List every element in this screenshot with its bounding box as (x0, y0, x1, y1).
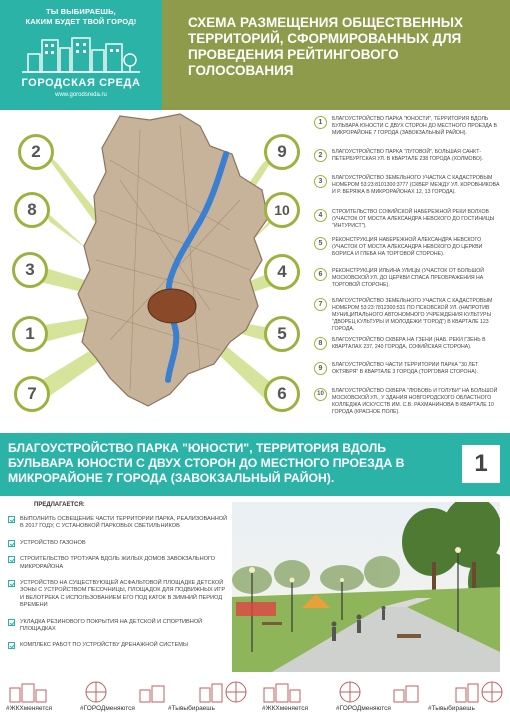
map-badge-8[interactable]: 8 (14, 192, 50, 228)
hashtag: #ГОРОДменяются (336, 705, 391, 712)
legend-number: 5 (314, 237, 327, 250)
map-badge-10[interactable]: 10 (264, 192, 300, 228)
park-visualization (232, 502, 500, 672)
legend-text: БЛАГОУСТРОЙСТВО ЧАСТИ ТЕРРИТОРИИ ПАРКА "30 ЛЕТ ОКТЯБРЯ" В КВАРТАЛЕ 3 ГОРОДА (ТОРГОВАЯ СТОРОНА). (332, 362, 479, 375)
slogan-line-2: КАКИМ БУДЕТ ТВОЙ ГОРОД! (25, 17, 137, 26)
proposal-text: УКЛАДКА РЕЗИНОВОГО ПОКРЫТИЯ НА ДЕТСКОЙ И СПОРТИВНОЙ ПЛОЩАДКАХ (20, 618, 203, 633)
legend-item (314, 362, 504, 388)
legend-text: БЛАГОУСТРОЙСТВО СКВЕРА "ЛЮБОВЬ И ГОЛУБИ" НА БОЛЬШОЙ МОСКОВСКОЙ УЛ., У ЗДАНИЯ НОВГОРОДСКОГО ОБЛАСТНОГО КОЛЛЕДЖА ИСКУССТВ ИМ. С.В. РАХМАНИНОВА В КВАРТАЛЕ 10 ГОРОДА (КРАСНОЕ ПОЛЕ). (332, 388, 498, 415)
legend-text: РЕКОНСТРУКЦИЯ ИЛЬИНА УЛИЦЫ (УЧАСТОК ОТ БОЛЬШОЙ МОСКОВСКОЙ УЛ. ДО ЦЕРКВИ СПАСА ПРЕОБРАЖЕНИЯ НА ТОРГОВОЙ СТОРОНЕ). (332, 268, 484, 288)
city-map (0, 110, 300, 415)
map-badge-7[interactable]: 7 (14, 376, 50, 412)
legend-text: СТРОИТЕЛЬСТВО СОФИЙСКОЙ НАБЕРЕЖНОЙ РЕКИ ВОЛХОВ (УЧАСТОК ОТ МОСТА АЛЕКСАНДРА НЕВСКОГО ДО ГОСТИНИЦЫ "ИНТУРИСТ"). (332, 209, 495, 229)
proposal-item (8, 642, 228, 649)
legend-number: 4 (314, 209, 327, 222)
legend-item (314, 268, 504, 298)
proposal-text: УСТРОЙСТВО ГАЗОНОВ (20, 539, 86, 546)
legend-item (314, 298, 504, 337)
footer (0, 680, 510, 720)
legend-text: БЛАГОУСТРОЙСТВО ПАРКА "ЮНОСТИ", ТЕРРИТОРИЯ ВДОЛЬ БУЛЬВАРА ЮНОСТИ С ДВУХ СТОРОН ДО МЕСТНОГО ПРОЕЗДА В МИКРОРАЙОНЕ 7 ГОРОДА (ЗАВОКЗАЛЬНЫЙ РАЙОН). (332, 116, 497, 136)
legend-item (314, 388, 504, 424)
site-url: www.gorodsreda.ru (55, 92, 107, 98)
proposal-text: СТРОИТЕЛЬСТВО ТРОТУАРА ВДОЛЬ ЖИЛЫХ ДОМОВ ЗАВОКЗАЛЬНОГО МИКРОРАЙОНА (20, 556, 216, 570)
proposal-item (8, 619, 228, 634)
legend-text: БЛАГОУСТРОЙСТВО ПАРКА "ЛУГОВОЙ", БОЛЬШАЯ САНКТ-ПЕТЕРБУРГСКАЯ УЛ. В КВАРТАЛЕ 238 ГОРОДА (ХОЛМОВО). (332, 149, 484, 162)
hashtag: #ГОРОДменяются (80, 705, 135, 712)
title-band (162, 0, 510, 110)
historic-centre (148, 289, 196, 323)
map-badge-6[interactable]: 6 (264, 376, 300, 412)
legend-item (314, 149, 504, 175)
checkmark-icon (8, 540, 15, 547)
legend-text: РЕКОНСТРУКЦИЯ НАБЕРЕЖНОЙ АЛЕКСАНДРА НЕВСКОГО (УЧАСТОК ОТ МОСТА АЛЕКСАНДРА НЕВСКОГО ДО ЦЕРКВИ БОРИСА И ГЛЕБА НА ТОРГОВОЙ СТОРОНЕ). (332, 237, 483, 257)
proposal-text: ВЫПОЛНИТЬ ОСВЕЩЕНИЕ ЧАСТИ ТЕРРИТОРИИ ПАРКА, РЕАЛИЗОВАННОЙ В 2017 ГОДУ, С УСТАНОВКОЙ ПАРКОВЫХ СВЕТИЛЬНИКОВ (20, 516, 228, 530)
checkmark-icon (8, 580, 15, 587)
brand-panel (0, 0, 162, 110)
map-badge-2[interactable]: 2 (18, 134, 54, 170)
legend-text: БЛАГОУСТРОЙСТВО ЗЕМЕЛЬНОГО УЧАСТКА С КАДАСТРОВЫМ НОМЕРОМ 53:23:8101300:3777 (СКВЕР МЕЖДУ УЛ. КОРОВНИКОВА И Р. ВЕРЯЖА В МИКРОРАЙОНАХ 12, 13 ГОРОДА). (332, 175, 500, 195)
legend-number: 10 (314, 388, 327, 401)
legend-item (314, 175, 504, 209)
hashtag: #ЖКХменяется (262, 705, 309, 712)
legend-item (314, 237, 504, 268)
proposal-list (8, 502, 228, 659)
hashtag: #Тывыбираешь (428, 705, 475, 712)
city-skyline-icon (20, 34, 142, 74)
park-render-image (232, 502, 500, 672)
slogan-line-1: ТЫ ВЫБИРАЕШЬ, (46, 7, 116, 16)
banner-title: БЛАГОУСТРОЙСТВО ПАРКА "ЮНОСТИ", ТЕРРИТОРИЯ ВДОЛЬ БУЛЬВАРА ЮНОСТИ С ДВУХ СТОРОН ДО МЕСТНОГО ПРОЕЗДА В МИКРОРАЙОНЕ 7 ГОРОДА (ЗАВОКЗАЛЬНЫЙ РАЙОН). (8, 441, 405, 485)
legend-number: 7 (314, 298, 327, 311)
checkmark-icon (8, 619, 15, 626)
logo-name: ГОРОДСКАЯ СРЕДА (21, 77, 141, 89)
banner-number: 1 (462, 445, 500, 483)
legend-text: БЛАГОУСТРОЙСТВО ЗЕМЕЛЬНОГО УЧАСТКА С КАДАСТРОВЫМ НОМЕРОМ 53:23:7812300:531 ПО ПСКОВСКОЙ УЛ. (НАПРОТИВ МУНИЦИПАЛЬНОГО АВТОНОМНОГО УЧРЕЖДЕНИЯ КУЛЬТУРЫ "ДВОРЕЦ КУЛЬТУРЫ И МОЛОДЕЖИ "ГОРОД") В КВАРТАЛЕ 123 ГОРОДА. (332, 298, 493, 332)
map-badge-3[interactable]: 3 (12, 252, 48, 288)
proposal-item (8, 516, 228, 531)
legend-text: БЛАГОУСТРОЙСТВО СКВЕРА НА ГЗЕНИ (НАБ. РЕКИ ГЗЕНЬ В КВАРТАЛАХ 237, 240 ГОРОДА, СОФИЙСКАЯ СТОРОНА). (332, 337, 486, 350)
proposal-text: УСТРОЙСТВО НА СУЩЕСТВУЮЩЕЙ АСФАЛЬТОВОЙ ПЛОЩАДКЕ ДЕТСКОЙ ЗОНЫ С УСТРОЙСТВОМ ПЕСОЧНИЦЫ, ПЛОЩАДОК ДЛЯ ПОДВИЖНЫХ ИГР И ВЕЛОТРЕКА С ИСПОЛЬЗОВАНИЕМ ЕГО ПОД КАТОК В ЗИМНИЙ ПЕРИОД ВРЕМЕНИ (20, 580, 226, 609)
proposal-item (8, 556, 228, 571)
legend-list (314, 116, 504, 424)
proposal-item (8, 580, 228, 610)
legend-item (314, 116, 504, 149)
proposal-text: КОМПЛЕКС РАБОТ ПО УСТРОЙСТВУ ДРЕНАЖНОЙ СИСТЕМЫ (20, 642, 188, 649)
brand-slogan (0, 7, 162, 27)
proposal-heading: ПРЕДЛАГАЕТСЯ: (34, 502, 85, 508)
legend-number: 6 (314, 268, 327, 281)
checkmark-icon (8, 556, 15, 563)
legend-item (314, 209, 504, 237)
legend-number: 1 (314, 116, 327, 129)
checkmark-icon (8, 516, 15, 523)
page-title: СХЕМА РАЗМЕЩЕНИЯ ОБЩЕСТВЕННЫХ ТЕРРИТОРИЙ, СФОРМИРОВАННЫХ ДЛЯ ПРОВЕДЕНИЯ РЕЙТИНГОВОГО ГОЛОСОВАНИЯ (188, 15, 464, 78)
proposal-item (8, 540, 228, 547)
legend-number: 9 (314, 362, 327, 375)
legend-item (314, 337, 504, 362)
checkmark-icon (8, 642, 15, 649)
legend-number: 2 (314, 149, 327, 162)
footer-skyline-icon (0, 680, 510, 704)
project-banner (0, 433, 510, 496)
legend-number: 8 (314, 337, 327, 350)
map-badge-4[interactable]: 4 (264, 254, 300, 290)
hashtag: #ЖКХменяется (6, 705, 53, 712)
hashtag: #Тывыбираешь (168, 705, 215, 712)
legend-number: 3 (314, 175, 327, 188)
map-badge-1[interactable]: 1 (12, 316, 48, 352)
map-badge-5[interactable]: 5 (264, 316, 300, 352)
map-badge-9[interactable]: 9 (264, 134, 300, 170)
